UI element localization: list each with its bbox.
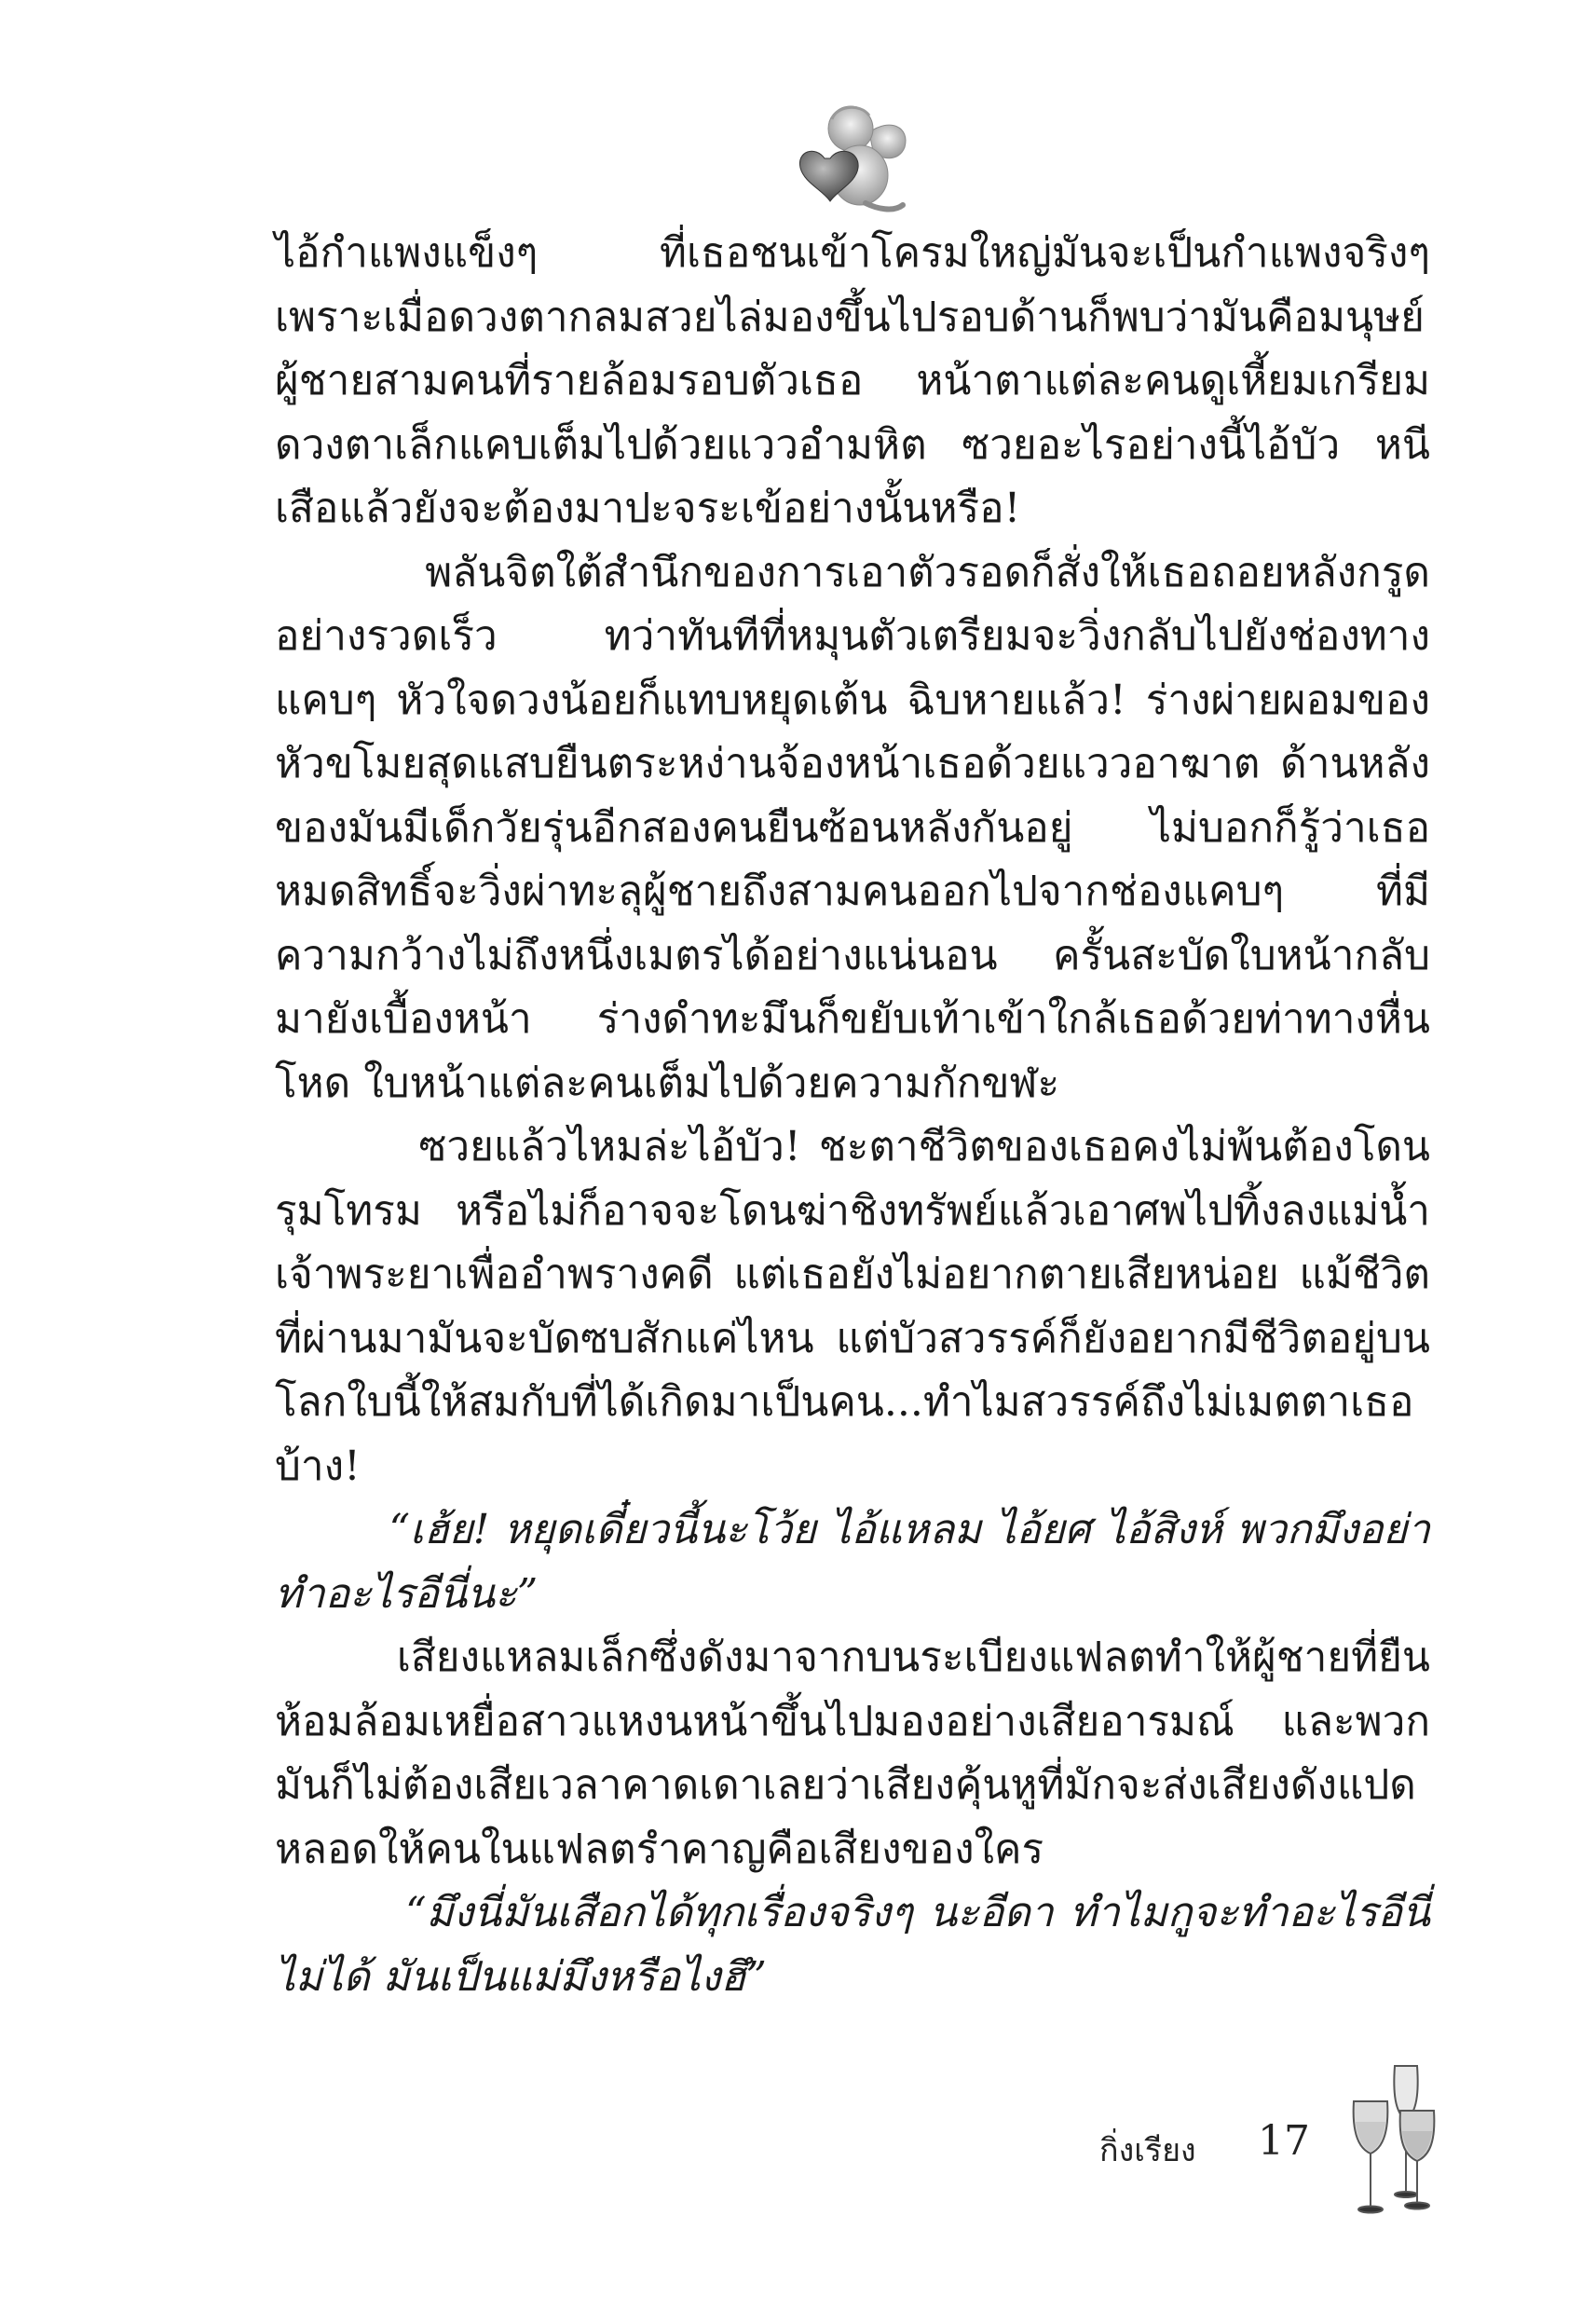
paragraph-4: เสียงแหลมเล็กซึ่งดังมาจากบนระเบียงแฟลตทำให้ผู้ชายที่ยืนห้อมล้อมเหยื่อสาวแหงนหน้าขึ้นไปมองอย่างเสียอารมณ์ และพวกมันก็ไม่ต้องเสียเวลาคาดเดาเลยว่าเสียงคุ้นหูที่มักจะส่งเสียงดังแปดหลอดให้คนในแฟลตรำคาญคือเสียงของใคร bbox=[275, 1634, 1430, 1873]
running-title: กิ่งเรียง bbox=[1099, 2132, 1196, 2169]
paragraph-2: พลันจิตใต้สำนึกของการเอาตัวรอดก็สั่งให้เธอถอยหลังกรูดอย่างรวดเร็ว ทว่าทันทีที่หมุนตัวเตรียมจะวิ่งกลับไปยังช่องทางแคบๆ หัวใจดวงน้อยก็แทบหยุดเต้น ฉิบหายแล้ว! ร่างผ่ายผอมของหัวขโมยสุดแสบยืนตระหง่านจ้องหน้าเธอด้วยแววอาฆาต ด้านหลังของมันมีเด็กวัยรุ่นอีกสองคนยืนซ้อนหลังกันอยู่ ไม่บอกก็รู้ว่าเธอหมดสิทธิ์จะวิ่งผ่าทะลุผู้ชายถึงสามคนออกไปจากช่องแคบๆ ที่มีความกว้างไม่ถึงหนึ่งเมตรได้อย่างแน่นอน ครั้นสะบัดใบหน้ากลับมายังเบื้องหน้า ร่างดำทะมึนก็ขยับเท้าเข้าใกล้เธอด้วยท่าทางหื่นโหด ใบหน้าแต่ละคนเต็มไปด้วยความกักขฬะ bbox=[275, 548, 1430, 1107]
page-number: 17 bbox=[1258, 2117, 1310, 2165]
cherub-heart-icon bbox=[787, 93, 918, 224]
quote-paragraph-2: “มึงนี่มันเสือกได้ทุกเรื่องจริงๆ นะอีดา ทำไมกูจะทำอะไรอีนี่ไม่ได้ มันเป็นแม่มึงหรือไงฮึ” bbox=[275, 1889, 1430, 2001]
body-text bbox=[275, 222, 1430, 2009]
page-footer bbox=[1099, 2115, 1435, 2208]
wine-glasses-icon bbox=[1346, 2064, 1439, 2222]
paragraph-1: ไอ้กำแพงแข็งๆ ที่เธอชนเข้าโครมใหญ่มันจะเป็นกำแพงจริงๆ เพราะเมื่อดวงตากลมสวยไล่มองขึ้นไปรอบด้านก็พบว่ามันคือมนุษย์ผู้ชายสามคนที่รายล้อมรอบตัวเธอ หน้าตาแต่ละคนดูเหี้ยมเกรียม ดวงตาเล็กแคบเต็มไปด้วยแววอำมหิต ซวยอะไรอย่างนี้ไอ้บัว หนีเสือแล้วยังจะต้องมาปะจระเข้อย่างนั้นหรือ! bbox=[275, 229, 1430, 532]
quote-paragraph-1: “เฮ้ย! หยุดเดี๋ยวนี้นะโว้ย ไอ้แหลม ไอ้ยศ ไอ้สิงห์ พวกมึงอย่าทำอะไรอีนี่นะ” bbox=[275, 1506, 1430, 1618]
paragraph-3: ซวยแล้วไหมล่ะไอ้บัว! ชะตาชีวิตของเธอคงไม่พ้นต้องโดนรุมโทรม หรือไม่ก็อาจจะโดนฆ่าชิงทรัพย์แล้วเอาศพไปทิ้งลงแม่น้ำเจ้าพระยาเพื่ออำพรางคดี แต่เธอยังไม่อยากตายเสียหน่อย แม้ชีวิตที่ผ่านมามันจะบัดซบสักแค่ไหน แต่บัวสวรรค์ก็ยังอยากมีชีวิตอยู่บนโลกใบนี้ให้สมกับที่ได้เกิดมาเป็นคน...ทำไมสวรรค์ถึงไม่เมตตาเธอบ้าง! bbox=[275, 1123, 1430, 1490]
